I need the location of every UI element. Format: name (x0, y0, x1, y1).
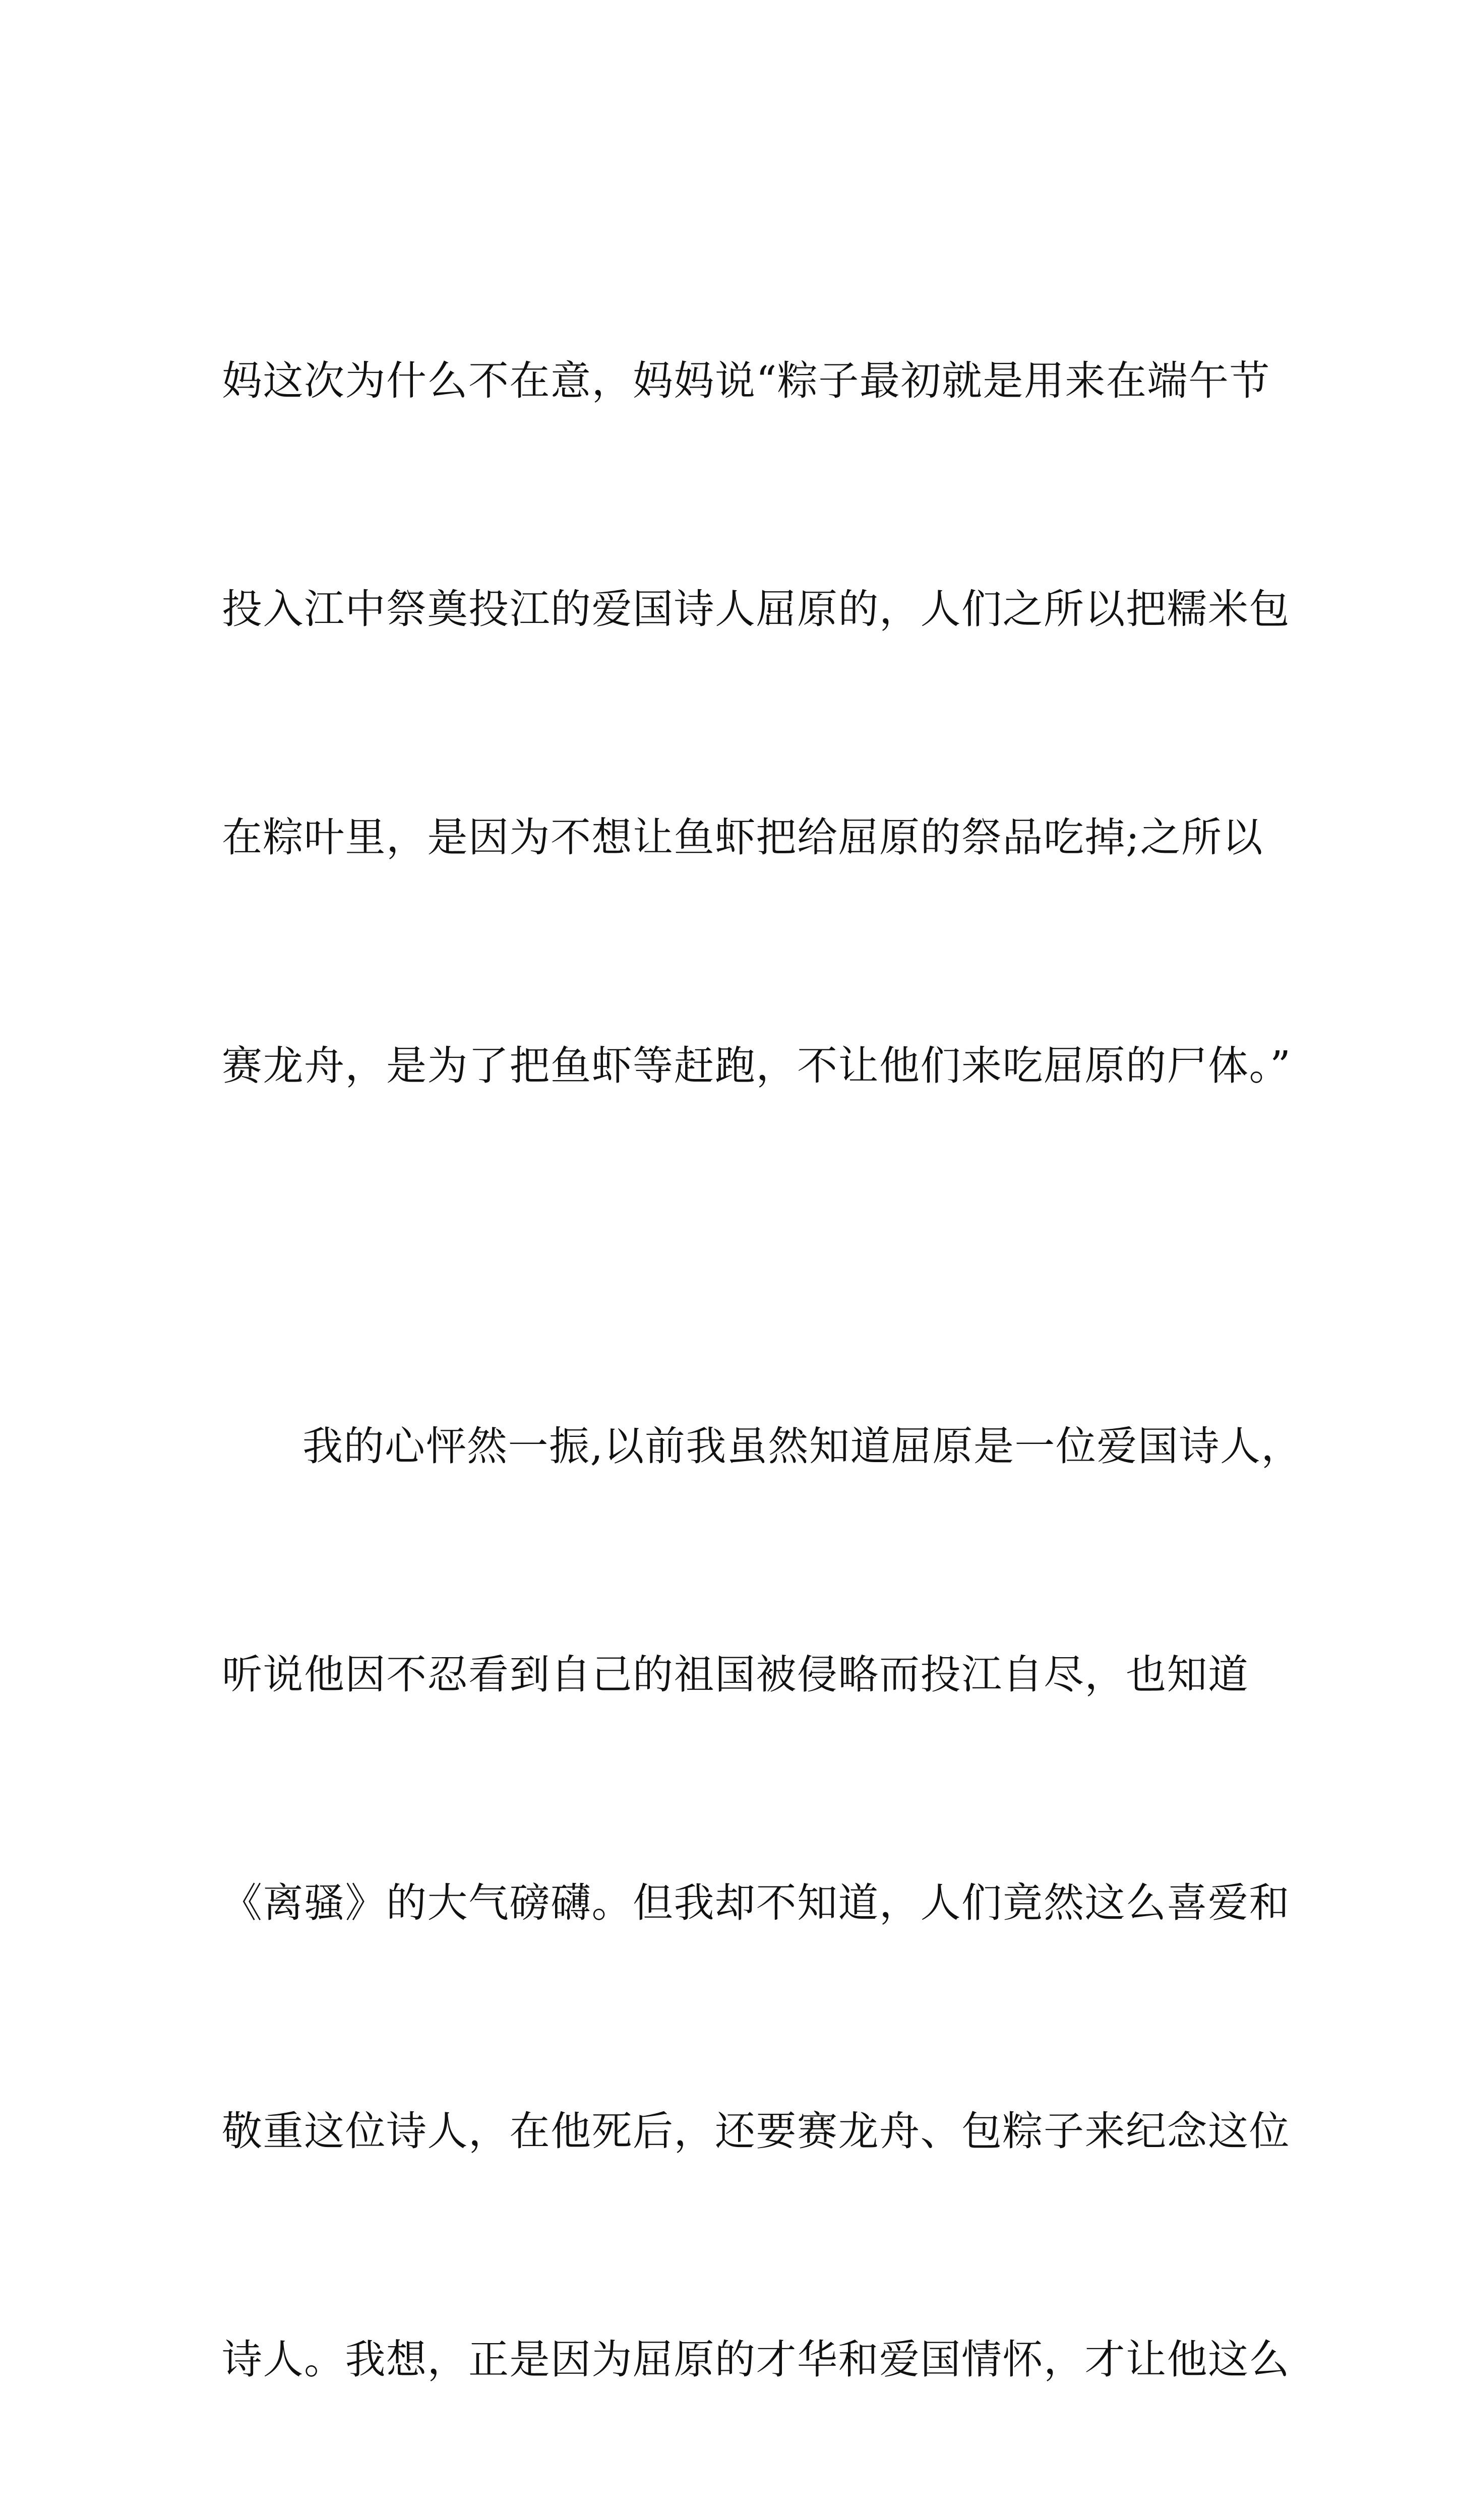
text-line: 《离骚》的大气磅礴。但我却不知道，人们竟然这么喜爱和 (222, 1879, 1290, 1926)
text-line: 敬重这位诗人，在他死后，还要赛龙舟、包粽子来纪念这位 (222, 2108, 1290, 2155)
paragraph-continuation (222, 191, 1292, 1256)
paragraph (222, 1256, 1302, 2520)
text-line: 妈这次为什么不在意，妈妈说“粽子最初就是用来在端午节 (222, 357, 1270, 404)
text-line: 诗人。我想，正是因为屈原的才华和爱国情怀，才让他这么 (222, 2336, 1290, 2383)
text-line: 听说他因不忍看到自己的祖国被侵略而投江自尽，也知道 (222, 1651, 1249, 1698)
text-line: 投入江中祭奠投江的爱国诗人屈原的，人们之所以把糯米包 (222, 586, 1290, 633)
text-line: 赛龙舟，是为了把鱼虾等赶跑，不让他们来吃屈原的尸体。” (222, 1042, 1292, 1089)
document-body (222, 191, 1302, 2520)
text-line: 我的心怦然一振,以前我虽然知道屈原是一位爱国诗人， (302, 1423, 1302, 1470)
text-line: 在粽叶里，是因为不想让鱼虾把给屈原的祭品吃掉;之所以 (222, 814, 1263, 861)
